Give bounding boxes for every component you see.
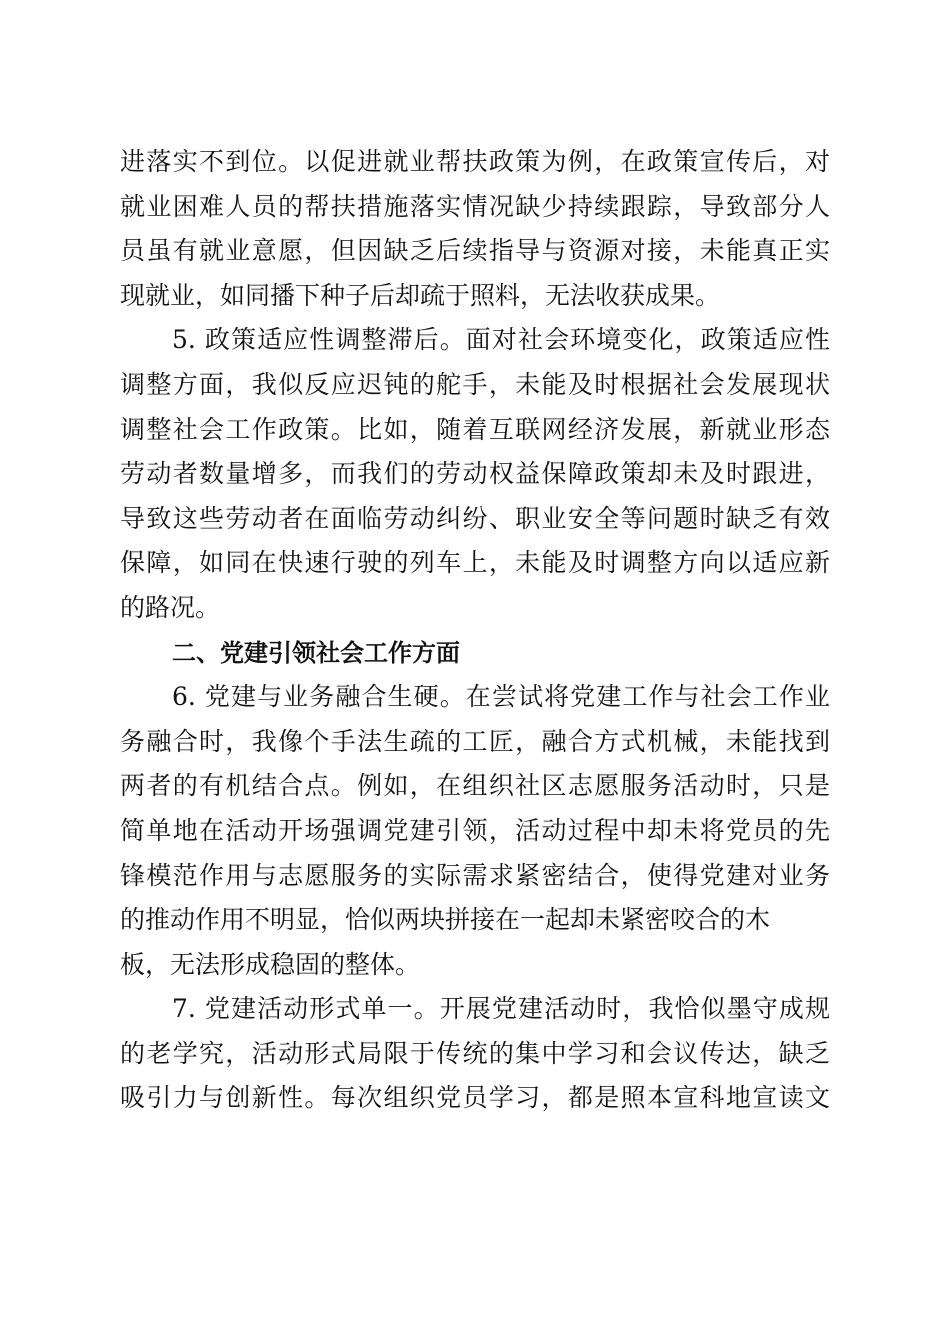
- text-line: 调整社会工作政策。比如，随着互联网经济发展，新就业形态: [120, 414, 830, 444]
- text-line: 吸引力与创新性。每次组织党员学习，都是照本宣科地宣读文: [120, 1083, 830, 1113]
- text-line: 板，无法形成稳固的整体。: [120, 949, 421, 979]
- text-line: 简单地在活动开场强调党建引领，活动过程中却未将党员的先: [120, 815, 830, 845]
- paragraph-7-first-line: 7. 党建活动形式单一。开展党建活动时，我恰似墨守成规: [172, 994, 830, 1024]
- text-line: 劳动者数量增多，而我们的劳动权益保障政策却未及时跟进，: [120, 459, 830, 489]
- text-line: 导致这些劳动者在面临劳动纠纷、职业安全等问题时缺乏有效: [120, 503, 830, 533]
- text-line: 务融合时，我像个手法生疏的工匠，融合方式机械，未能找到: [120, 726, 830, 756]
- text-line: 保障，如同在快速行驶的列车上，未能及时调整方向以适应新: [120, 548, 830, 578]
- document-body: [120, 140, 830, 1121]
- text-line: 就业困难人员的帮扶措施落实情况缺少持续跟踪，导致部分人: [120, 191, 830, 221]
- text-line: 的老学究，活动形式局限于传统的集中学习和会议传达，缺乏: [120, 1038, 830, 1068]
- text-line: 调整方面，我似反应迟钝的舵手，未能及时根据社会发展现状: [120, 369, 830, 399]
- paragraph-6-first-line: 6. 党建与业务融合生硬。在尝试将党建工作与社会工作业: [172, 682, 830, 712]
- text-line: 的路况。: [120, 592, 221, 622]
- text-line: 进落实不到位。以促进就业帮扶政策为例，在政策宣传后，对: [120, 147, 830, 176]
- section-heading: 二、党建引领社会工作方面: [172, 638, 460, 667]
- text-line: 现就业，如同播下种子后却疏于照料，无法收获成果。: [120, 280, 721, 310]
- text-line: 两者的有机结合点。例如，在组织社区志愿服务活动时，只是: [120, 771, 830, 801]
- paragraph-5-first-line: 5. 政策适应性调整滞后。面对社会环境变化，政策适应性: [172, 325, 830, 355]
- text-line: 员虽有就业意愿，但因缺乏后续指导与资源对接，未能真正实: [120, 236, 830, 266]
- text-line: 锋模范作用与志愿服务的实际需求紧密结合，使得党建对业务: [120, 860, 830, 890]
- text-line: 的推动作用不明显，恰似两块拼接在一起却未紧密咬合的木: [120, 905, 771, 935]
